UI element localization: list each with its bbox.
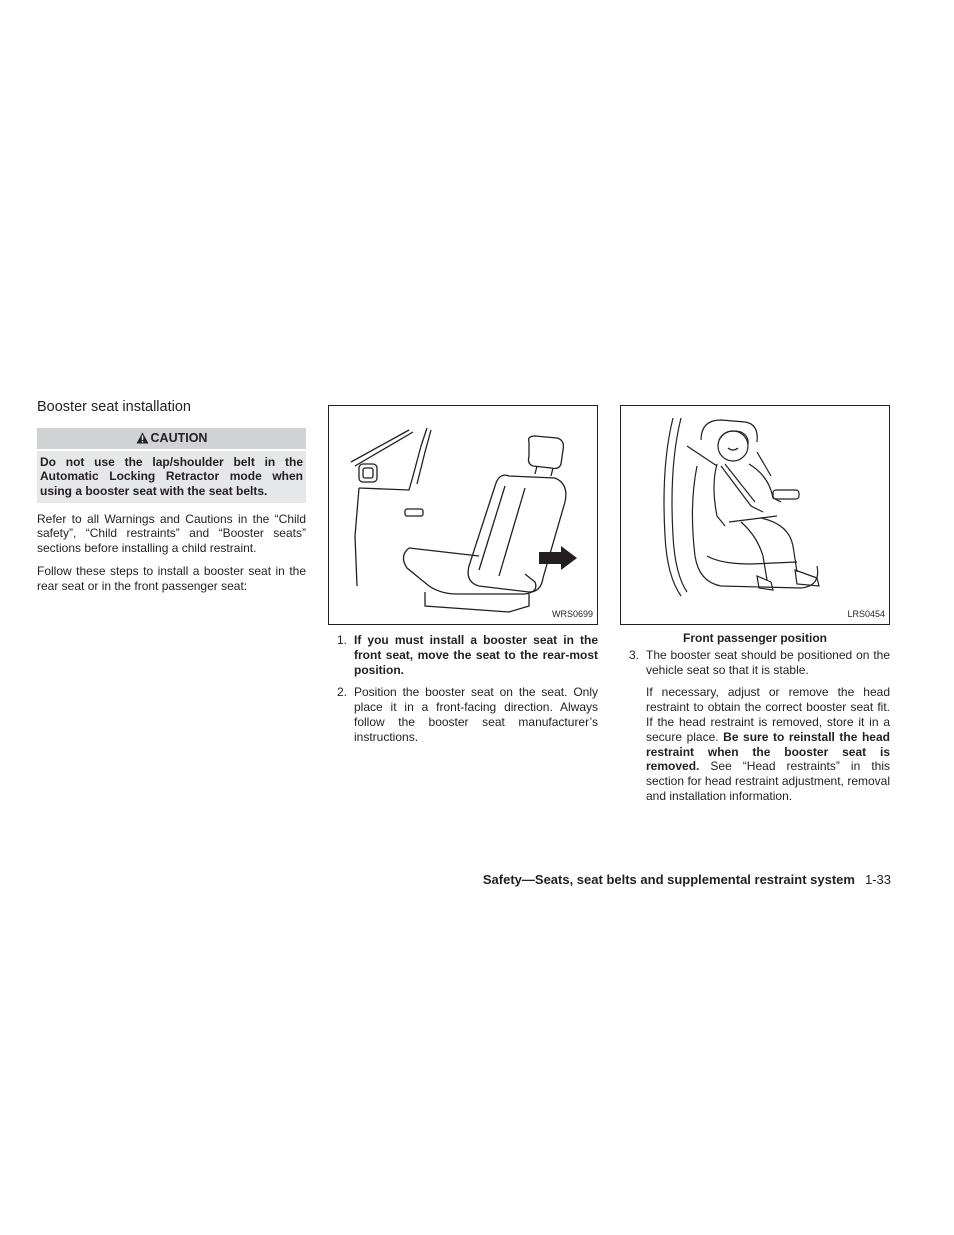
step-3-detail <box>620 685 890 803</box>
step-text: Position the booster seat on the seat. Only place it in a front-facing direction. Always follow the booster seat manufacturer’s instructions. <box>354 685 598 744</box>
figure-booster-seat <box>620 405 890 625</box>
detail-text-1: If necessary, adjust or remove the head restraint to obtain the correct booster seat fit. If the head restraint is removed, store it in a secure place. <box>646 685 890 744</box>
seat-forward-arrow-illustration-icon <box>329 406 597 624</box>
step-item <box>328 633 598 677</box>
step-number: 1. <box>337 633 348 647</box>
warning-triangle-icon <box>136 430 149 451</box>
caution-header <box>37 428 306 449</box>
detail-text-2: See “Head restraints” in this section for head restraint adjustment, removal and installation information. <box>646 759 890 803</box>
intro-paragraph-1: Refer to all Warnings and Cautions in the “Child safety”, “Child restraints” and “Booster seats” sections before installing a child restraint. <box>37 511 306 556</box>
child-in-booster-seat-illustration-icon <box>621 406 889 624</box>
column-middle <box>328 405 598 753</box>
figure-caption: Front passenger position <box>682 631 827 645</box>
intro-paragraph-2: Follow these steps to install a booster seat in the rear seat or in the front passenger seat: <box>37 563 306 593</box>
column-right <box>620 405 890 804</box>
step-number: 2. <box>337 685 348 700</box>
footer-section-title: Safety—Seats, seat belts and supplemental restraint system <box>482 872 855 887</box>
detail-text-bold: Be sure to reinstall the head restraint when the booster seat is removed. <box>646 729 890 774</box>
figure-seat-position <box>328 405 598 625</box>
column-left <box>37 400 306 594</box>
step-text-bold: If you must install a booster seat in the front seat, move the seat to the rear-most position. <box>354 633 598 677</box>
caution-text: Do not use the lap/shoulder belt in the Automatic Locking Retractor mode when using a booster seat with the seat belts. <box>37 451 306 503</box>
figure-code: WRS0699 <box>551 609 593 620</box>
step-number: 3. <box>629 647 640 662</box>
section-title: Booster seat installation <box>37 399 191 415</box>
step-text: The booster seat should be positioned on the vehicle seat so that it is stable. <box>646 647 890 677</box>
page-number: 1-33 <box>864 872 891 887</box>
figure-code: LRS0454 <box>847 609 885 620</box>
step-item <box>620 648 890 678</box>
caution-label: CAUTION <box>150 430 208 445</box>
step-item <box>328 685 598 744</box>
page-footer <box>420 872 891 888</box>
steps-list <box>328 633 598 745</box>
